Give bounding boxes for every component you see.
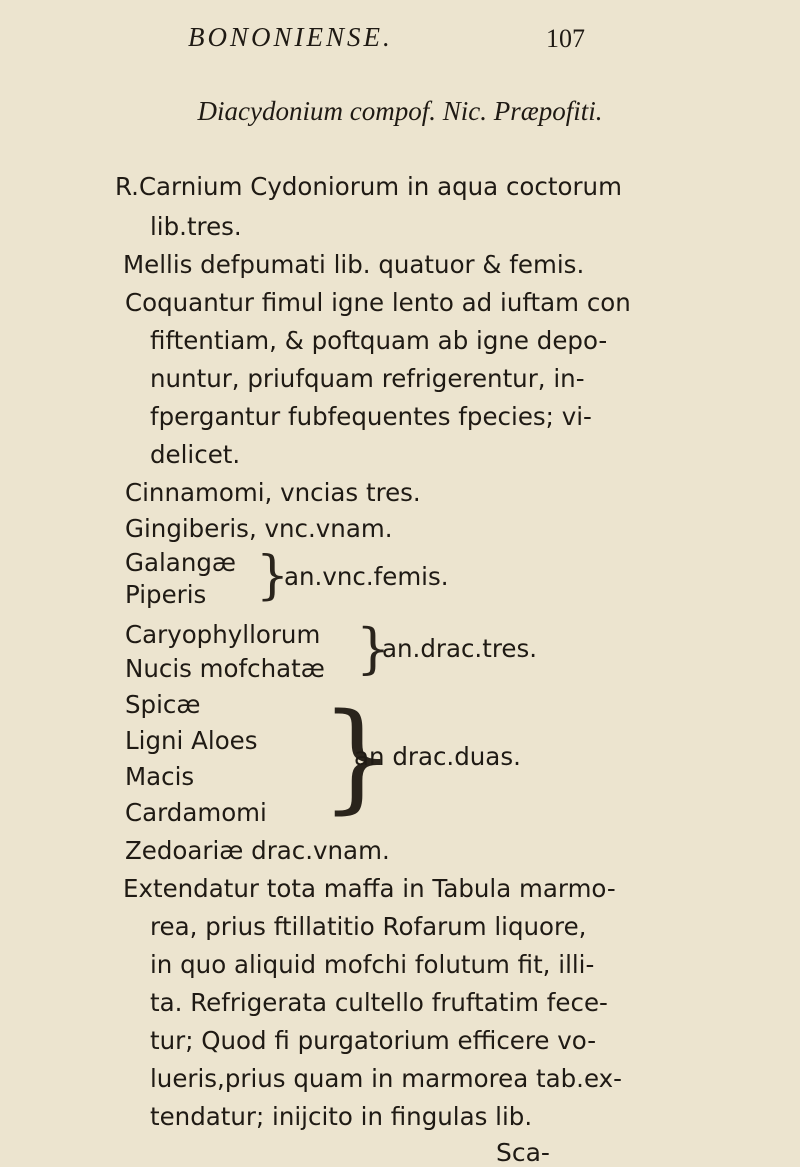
text-line: lib.tres.: [150, 212, 242, 241]
text-line: tendatur; inijcito in fingulas lib.: [150, 1102, 533, 1131]
ingredient-dose: an drac.duas.: [354, 742, 521, 771]
ingredient-name: Nucis mofchatæ: [125, 654, 325, 683]
brace: }: [320, 687, 396, 825]
ingredient-name: Macis: [125, 762, 195, 791]
ingredient-name: Ligni Aloes: [125, 726, 258, 755]
ingredient-line: Zedoariæ drac.vnam.: [125, 836, 390, 865]
text-line: R.Carnium Cydoniorum in aqua coctorum: [115, 172, 622, 201]
ingredient-name: Galangæ: [125, 548, 236, 577]
ingredient-name: Caryophyllorum: [125, 620, 321, 649]
text-line: nuntur, priufquam refrigerentur, in-: [150, 364, 585, 393]
catchword: Sca-: [496, 1138, 550, 1167]
text-line: in quo aliquid mofchi folutum fit, illi-: [150, 950, 595, 979]
brace: }: [356, 617, 391, 680]
text-line: lueris,prius quam in marmorea tab.ex-: [150, 1064, 622, 1093]
text-line: fpergantur fubfequentes fpecies; vi-: [150, 402, 592, 431]
ingredient-name: Cardamomi: [125, 798, 267, 827]
recipe-title: Diacydonium compof. Nic. Præpofiti.: [197, 96, 603, 126]
ingredient-name: Spicæ: [125, 690, 201, 719]
text-line: tur; Quod fi purgatorium efficere vo-: [150, 1026, 597, 1055]
ingredient-dose: an.vnc.femis.: [284, 562, 449, 591]
ingredient-line: Gingiberis, vnc.vnam.: [125, 514, 393, 543]
ingredient-name: Piperis: [125, 580, 207, 609]
ingredient-line: Cinnamomi, vncias tres.: [125, 478, 421, 507]
text-line: delicet.: [150, 440, 241, 469]
running-head: BONONIENSE.: [188, 22, 393, 52]
text-line: fiftentiam, & poftquam ab igne depo-: [150, 326, 608, 355]
text-line: Extendatur tota maffa in Tabula marmo-: [123, 874, 616, 903]
text-line: Coquantur fimul igne lento ad iuftam con: [125, 288, 631, 317]
ingredient-dose: an.drac.tres.: [382, 634, 537, 663]
page-number: 107: [546, 24, 585, 53]
text-line: ta. Refrigerata cultello fruftatim fece-: [150, 988, 608, 1017]
text-line: rea, prius ftillatitio Rofarum liquore,: [150, 912, 587, 941]
text-line: Mellis defpumati lib. quatuor & femis.: [123, 250, 585, 279]
brace: }: [256, 546, 290, 606]
